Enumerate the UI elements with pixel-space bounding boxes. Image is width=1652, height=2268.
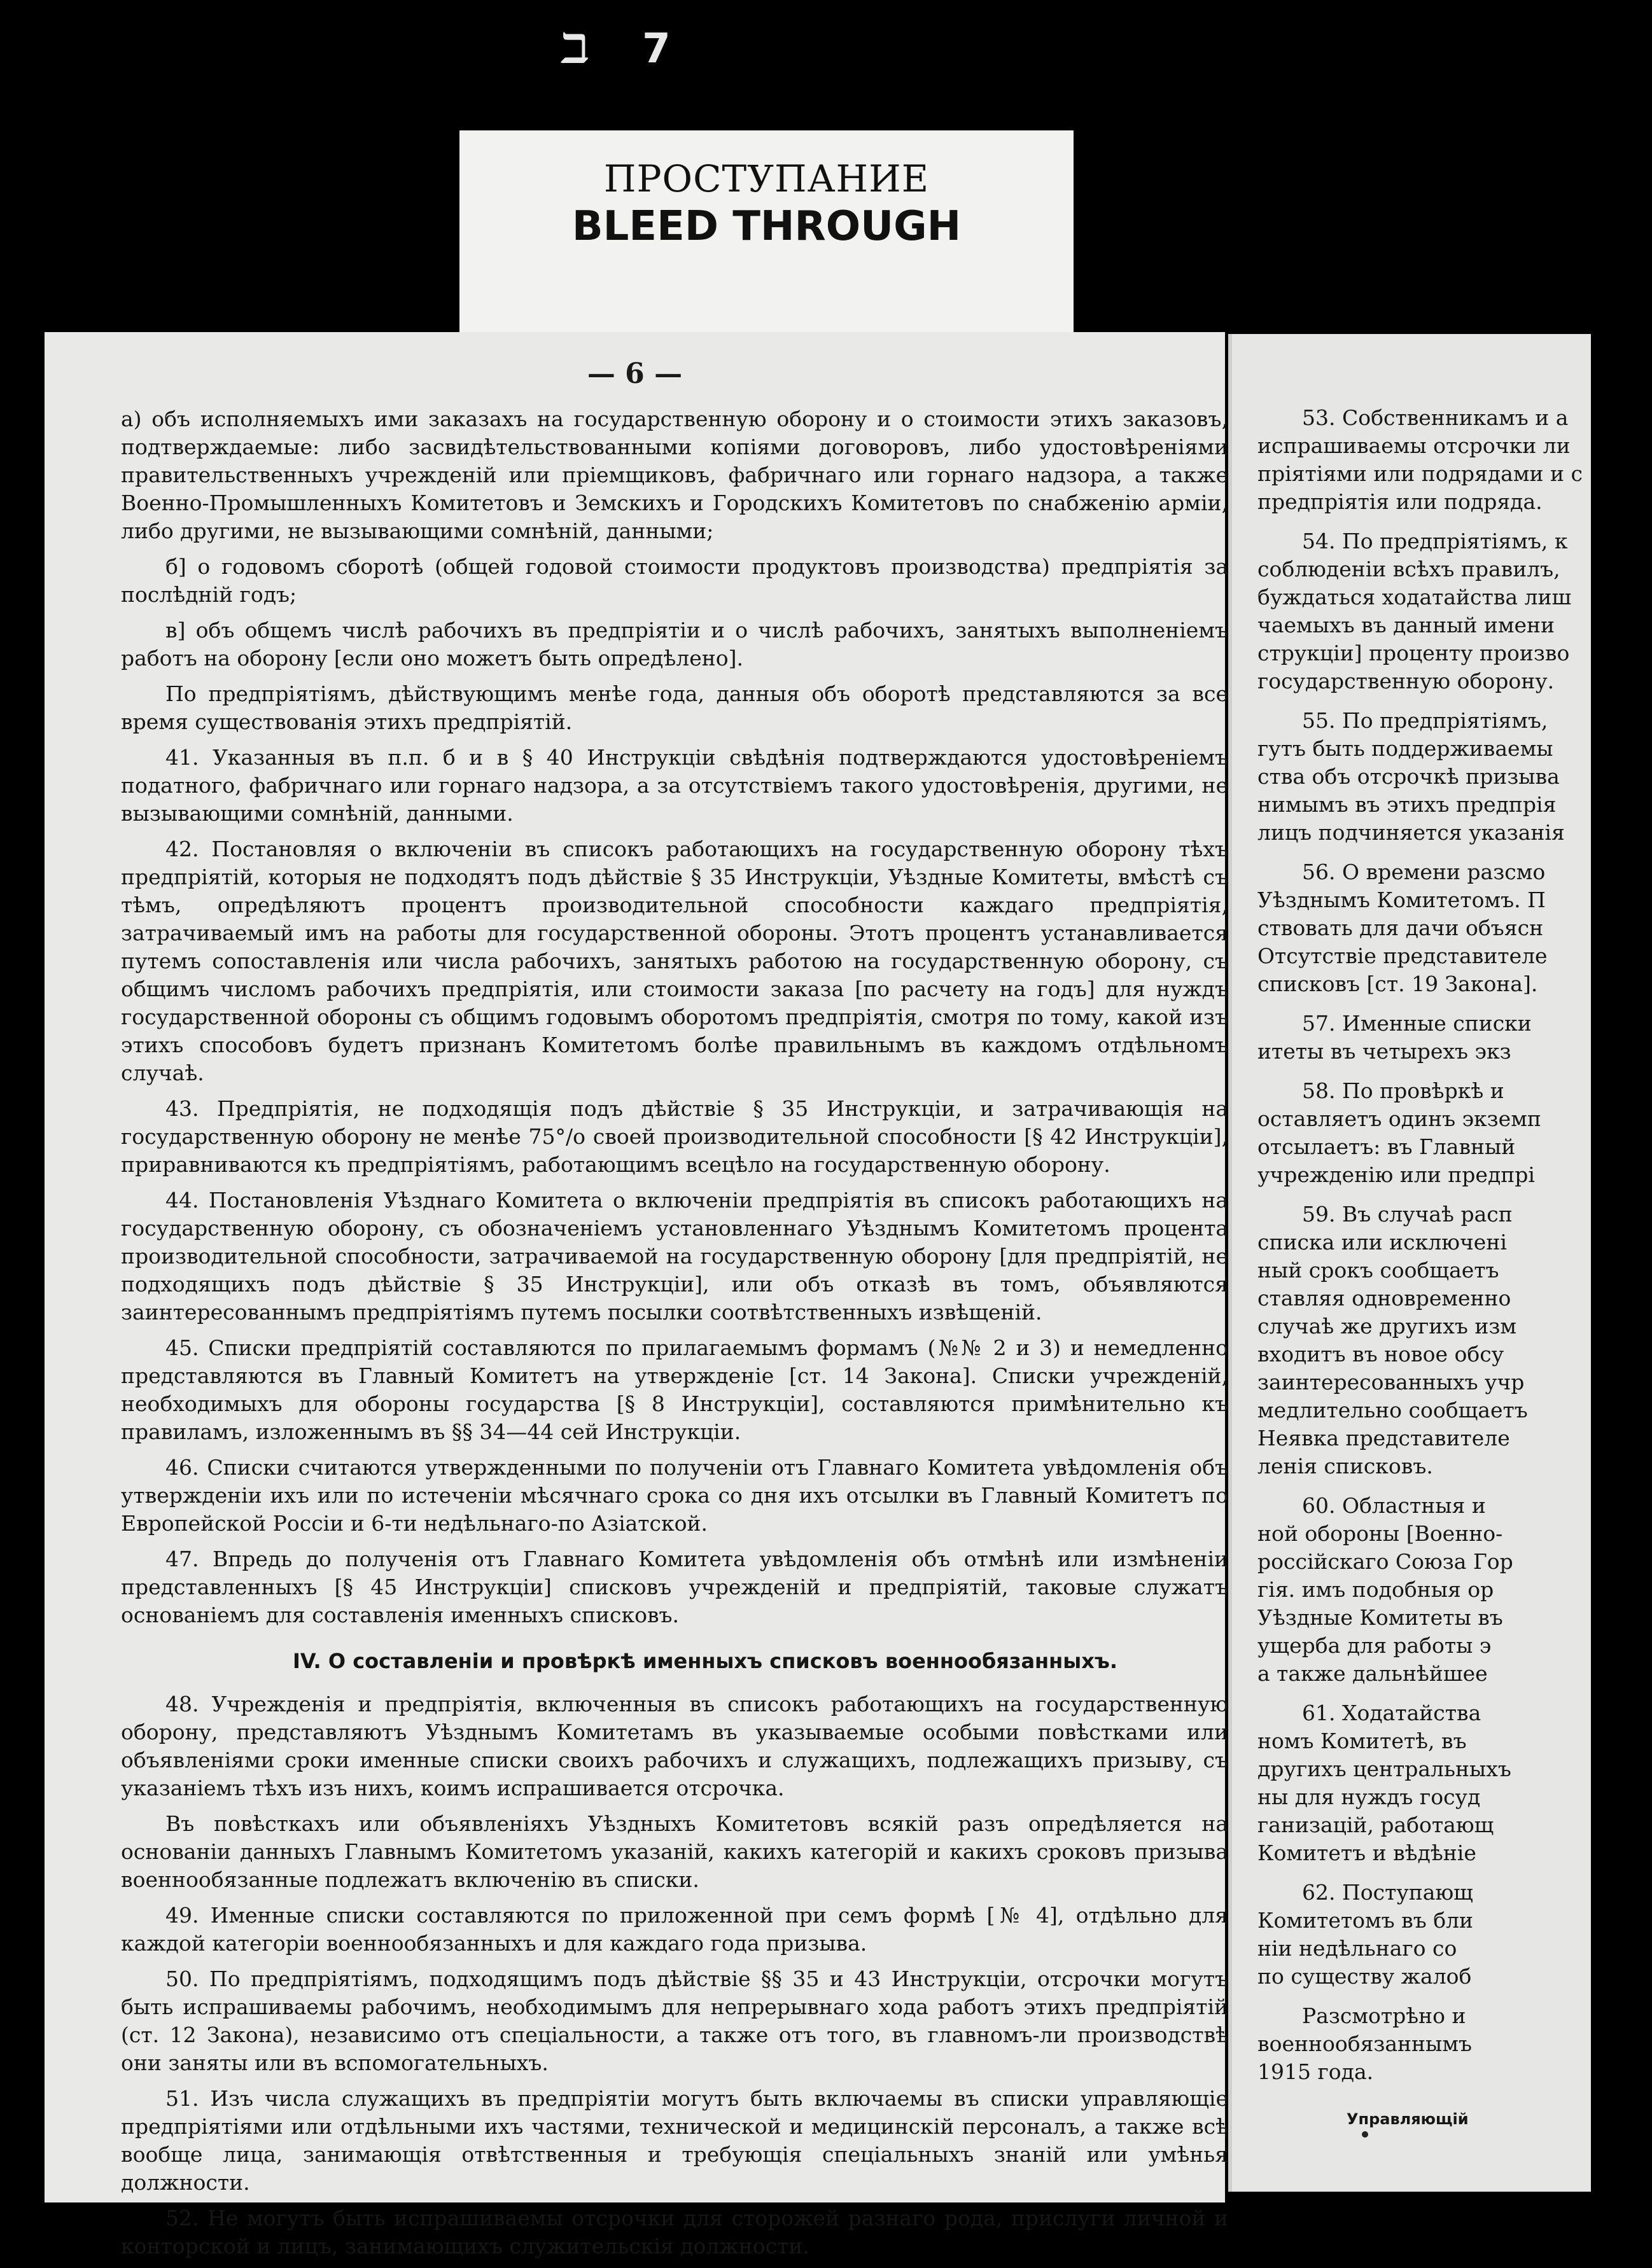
right-text-line: 56. О времени разсмо — [1302, 859, 1546, 884]
right-text-line: другихъ центральныхъ — [1257, 1757, 1511, 1781]
right-text-line: итеты въ четырехъ экз — [1257, 1039, 1511, 1064]
right-paragraph — [1257, 1077, 1652, 1189]
right-text-line: медлительно сообщаетъ — [1257, 1398, 1528, 1423]
right-text-line: 61. Ходатайства — [1302, 1701, 1481, 1725]
right-paragraph — [1257, 2002, 1652, 2086]
right-text-line: россійскаго Союза Гор — [1257, 1549, 1513, 1574]
right-text-line: по существу жалоб — [1257, 1964, 1472, 1989]
right-paragraph — [1257, 1492, 1652, 1688]
right-text-line: входитъ въ новое обсу — [1257, 1342, 1504, 1367]
right-paragraph — [1257, 527, 1652, 695]
right-text-line: случаѣ же другихъ изм — [1257, 1314, 1517, 1339]
right-text-line: ствовать для дачи объясн — [1257, 915, 1544, 940]
paragraph: 45. Списки предпріятій составляются по прилагаемымъ формамъ (№№ 2 и 3) и немедленно представляются въ Главный Комитетъ на утвержденіе [ст. 14 Закона]. Списки учрежденій, необходимыхъ для обороны государства [§ 8 Инструкціи], составляются примѣнительно къ правиламъ, изложеннымъ въ §§ 34—44 сей Инструкціи. — [121, 1335, 1228, 1444]
right-text-line: ленія списковъ. — [1257, 1454, 1433, 1478]
right-text-line: гія. имъ подобныя ор — [1257, 1577, 1494, 1602]
paragraph: 42. Постановляя о включеніи въ списокъ работающихъ на государственную оборону тѣхъ предпріятій, которыя не подходятъ подъ дѣйствіе § 35 Инструкціи, Уѣздные Комитеты, вмѣстѣ съ тѣмъ, опредѣляютъ процентъ производительной способности каждаго предпріятія, затрачиваемый имъ на работы для государственной обороны. Этотъ процентъ устанавливается путемъ сопоставленія или числа рабочихъ, занятыхъ работою на государственную оборону, съ общимъ числомъ рабочихъ предпріятія, или стоимости заказа [по расчету на годъ] для нуждъ государственной обороны съ общимъ годовымъ оборотомъ предпріятія, смотря по тому, какой изъ этихъ способовъ будетъ признанъ Комитетомъ болѣе правильнымъ въ каждомъ отдѣльномъ случаѣ. — [121, 837, 1228, 1085]
right-text-line: ный срокъ сообщаетъ — [1257, 1258, 1499, 1283]
right-text-line: 54. По предпріятіямъ, к — [1302, 529, 1568, 553]
right-text-line: отсылаетъ: въ Главный — [1257, 1134, 1516, 1159]
right-text-line: нимымъ въ этихъ предпрія — [1257, 792, 1557, 817]
right-text-line: Уѣздные Комитеты въ — [1257, 1605, 1503, 1630]
right-paragraph — [1257, 1010, 1652, 1066]
paragraph: в] объ общемъ числѣ рабочихъ въ предпріятіи и о числѣ рабочихъ, занятыхъ выполненіемъ работъ на оборону [если оно можетъ быть опредѣлено]. — [121, 618, 1228, 671]
paragraph: 51. Изъ числа служащихъ въ предпріятіи могутъ быть включаемы въ списки управляющіе предпріятіями или отдѣльными ихъ частями, технической и медицинскій персоналъ, а также всѣ вообще лица, занимающія отвѣтственныя и требующія спеціальныхъ знаній или умѣнья должности. — [121, 2086, 1228, 2195]
right-text-line: учрежденію или предпрі — [1257, 1162, 1535, 1187]
right-text-line: 53. Собственникамъ и а — [1302, 405, 1569, 430]
right-paragraph — [1257, 707, 1652, 847]
right-text-line: ганизацій, работающ — [1257, 1812, 1494, 1837]
right-text-line: соблюденіи всѣхъ правилъ, — [1257, 557, 1560, 581]
right-text-line: 59. Въ случаѣ расп — [1302, 1202, 1513, 1227]
paragraph: 43. Предпріятія, не подходящія подъ дѣйствіе § 35 Инструкціи, и затрачивающія на государственную оборону не менѣе 75°/o своей производительной способности [§ 42 Инструкціи], приравниваются къ предпріятіямъ, работающимъ всецѣло на государственную оборону. — [121, 1096, 1228, 1177]
right-text-line: Разсмотрѣно и — [1302, 2003, 1466, 2028]
ink-dot — [1362, 2131, 1368, 2138]
right-text-line: пріятіями или подрядами и с — [1257, 461, 1583, 486]
right-text-line: ной обороны [Военно- — [1257, 1521, 1503, 1546]
paragraph: 47. Впредь до полученія отъ Главнаго Комитета увѣдомленія объ отмѣнѣ или измѣненіи представленныхъ [§ 45 Инструкціи] списковъ учрежденій и предпріятій, таковые служатъ основаніемъ для составленія именныхъ списковъ. — [121, 1547, 1228, 1627]
paragraph: 46. Списки считаются утвержденными по полученіи отъ Главнаго Комитета увѣдомленія объ утвержденіи ихъ или по истеченіи мѣсячнаго срока со дня ихъ отсылки въ Главный Комитетъ по Европейской Россіи и 6-ти недѣльнаго-по Азіатской. — [121, 1455, 1228, 1536]
right-paragraph — [1257, 858, 1652, 998]
right-text-line: номъ Комитетѣ, въ — [1257, 1729, 1467, 1753]
right-text-line: 58. По провѣркѣ и — [1302, 1078, 1504, 1103]
right-text-line: ны для нуждъ госуд — [1257, 1784, 1481, 1809]
document-page-main — [45, 332, 1228, 2258]
right-text-line: а также дальнѣйшее — [1257, 1661, 1488, 1686]
right-text-line: ставляя одновременно — [1257, 1286, 1511, 1311]
right-text-line: ущерба для работы э — [1257, 1633, 1492, 1658]
page-body — [121, 405, 1228, 2268]
right-paragraph — [1257, 1699, 1652, 1867]
right-text-line: буждаться ходатайства лиш — [1257, 585, 1572, 609]
film-frame-mark: ℶ 7 — [560, 25, 690, 73]
right-text-line: 57. Именные списки — [1302, 1011, 1532, 1036]
right-text-line: Комитетъ и вѣдѣніе — [1257, 1840, 1476, 1865]
notice-title-ru: ПРОСТУПАНИЕ — [603, 157, 930, 200]
right-text-line: Комитетомъ въ бли — [1257, 1908, 1474, 1933]
notice-title-en: BLEED THROUGH — [571, 203, 962, 250]
right-text-line: гутъ быть поддерживаемы — [1257, 736, 1553, 761]
paragraph: а) объ исполняемыхъ ими заказахъ на государственную оборону и о стоимости этихъ заказовъ, подтверждаемые: либо засвидѣтельствованными копіями договоровъ, либо удостовѣреніями правительственныхъ учрежденій или пріемщиковъ, фабричнаго или горнаго надзора, а также Военно-Промышленныхъ Комитетовъ и Земскихъ и Городскихъ Комитетовъ по снабженію арміи, либо другими, не вызывающими сомнѣній, данными; — [121, 407, 1228, 543]
page-number: — 6 — — [587, 358, 683, 390]
right-text-line: списка или исключені — [1257, 1230, 1507, 1255]
document-page-right-partial — [1228, 334, 1591, 2192]
right-page-body — [1257, 404, 1652, 2133]
right-text-line: чаемыхъ въ данный имени — [1257, 613, 1555, 637]
paragraph: Въ повѣсткахъ или объявленіяхъ Уѣздныхъ Комитетовъ всякій разъ опредѣляется на основаніи данныхъ Главнымъ Комитетомъ указаній, какихъ категорій и какихъ сроковъ призыва военнообязанные подлежатъ включенію въ списки. — [121, 1811, 1228, 1892]
right-text-line: 55. По предпріятіямъ, — [1302, 708, 1548, 733]
right-text-line: заинтересованныхъ учр — [1257, 1370, 1525, 1395]
right-text-line: 62. Поступающ — [1302, 1880, 1473, 1905]
right-text-line: ніи недѣльнаго со — [1257, 1936, 1457, 1961]
right-paragraph — [1257, 1200, 1652, 1480]
right-text-line: предпріятія или подряда. — [1257, 489, 1543, 514]
section-heading: IV. О составленіи и провѣркѣ именныхъ списковъ военнообязанныхъ. — [293, 1649, 1118, 1673]
right-text-line: струкціи] проценту произво — [1257, 641, 1570, 665]
bleed-through-notice — [459, 130, 1074, 340]
signature-label: Управляющій — [1347, 2110, 1469, 2128]
right-text-line: списковъ [ст. 19 Закона]. — [1257, 971, 1538, 996]
paragraph: 44. Постановленія Уѣзднаго Комитета о включеніи предпріятія въ списокъ работающихъ на государственную оборону, съ обозначеніемъ установленнаго Уѣзднымъ Комитетомъ процента производительной способности, затрачиваемой на государственную оборону [для предпріятій, не подходящихъ подъ дѣйствіе § 35 Инструкціи], или объ отказѣ въ томъ, объявляются заинтересованнымъ предпріятіямъ путемъ посылки соотвѣтственныхъ извѣщеній. — [121, 1188, 1228, 1325]
right-text-line: испрашиваемы отсрочки ли — [1257, 433, 1571, 458]
paragraph: 50. По предпріятіямъ, подходящимъ подъ дѣйствіе §§ 35 и 43 Инструкціи, отсрочки могутъ быть испрашиваемы рабочимъ, необходимымъ для непрерывнаго хода работъ этихъ предпріятій (ст. 12 Закона), независимо отъ спеціальности, а также отъ того, въ главномъ-ли производствѣ они заняты или въ вспомогательныхъ. — [121, 1966, 1228, 2075]
paragraph: По предпріятіямъ, дѣйствующимъ менѣе года, данныя объ оборотѣ представляются за все время существованія этихъ предпріятій. — [121, 681, 1228, 734]
right-text-line: 1915 года. — [1257, 2059, 1374, 2084]
right-text-line: Неявка представителе — [1257, 1426, 1510, 1451]
paragraph: 41. Указанныя въ п.п. б и в § 40 Инструкціи свѣдѣнія подтверждаются удостовѣреніемъ податного, фабричнаго или горнаго надзора, а за отсутствіемъ такого удостовѣренія, другими, не вызывающими сомнѣній, данными. — [121, 745, 1228, 826]
right-text-line: военнообязаннымъ — [1257, 2031, 1472, 2056]
right-paragraph — [1257, 1879, 1652, 1991]
right-text-line: Уѣзднымъ Комитетомъ. П — [1257, 887, 1546, 912]
right-text-line: государственную оборону. — [1257, 669, 1555, 693]
right-text-line: ства объ отсрочкѣ призыва — [1257, 764, 1560, 789]
right-text-line: оставляетъ одинъ экземп — [1257, 1106, 1541, 1131]
paragraph: 52. Не могутъ быть испрашиваемы отсрочки для сторожей разнаго рода, прислуги личной и конторской и лицъ, занимающихъ служительскія должности. — [121, 2206, 1228, 2258]
right-text-line: Отсутствіе представителе — [1257, 943, 1548, 968]
right-paragraph — [1257, 404, 1652, 516]
paragraph: б] о годовомъ сборотѣ (общей годовой стоимости продуктовъ производства) предпріятія за послѣдній годъ; — [121, 554, 1228, 607]
right-text-line: лицъ подчиняется указанія — [1257, 820, 1565, 845]
right-text-line: 60. Областныя и — [1302, 1493, 1486, 1518]
paragraph: 49. Именные списки составляются по приложенной при семъ формѣ [№ 4], отдѣльно для каждой категоріи военнообязанныхъ и для каждаго года призыва. — [121, 1903, 1228, 1956]
paragraph: 48. Учрежденія и предпріятія, включенныя въ списокъ работающихъ на государственную оборону, представляютъ Уѣзднымъ Комитетамъ въ указываемые особыми повѣстками или объявленіями сроки именные списки своихъ рабочихъ и служащихъ, подлежащихъ призыву, съ указаніемъ тѣхъ изъ нихъ, коимъ испрашивается отсрочка. — [121, 1692, 1228, 1800]
